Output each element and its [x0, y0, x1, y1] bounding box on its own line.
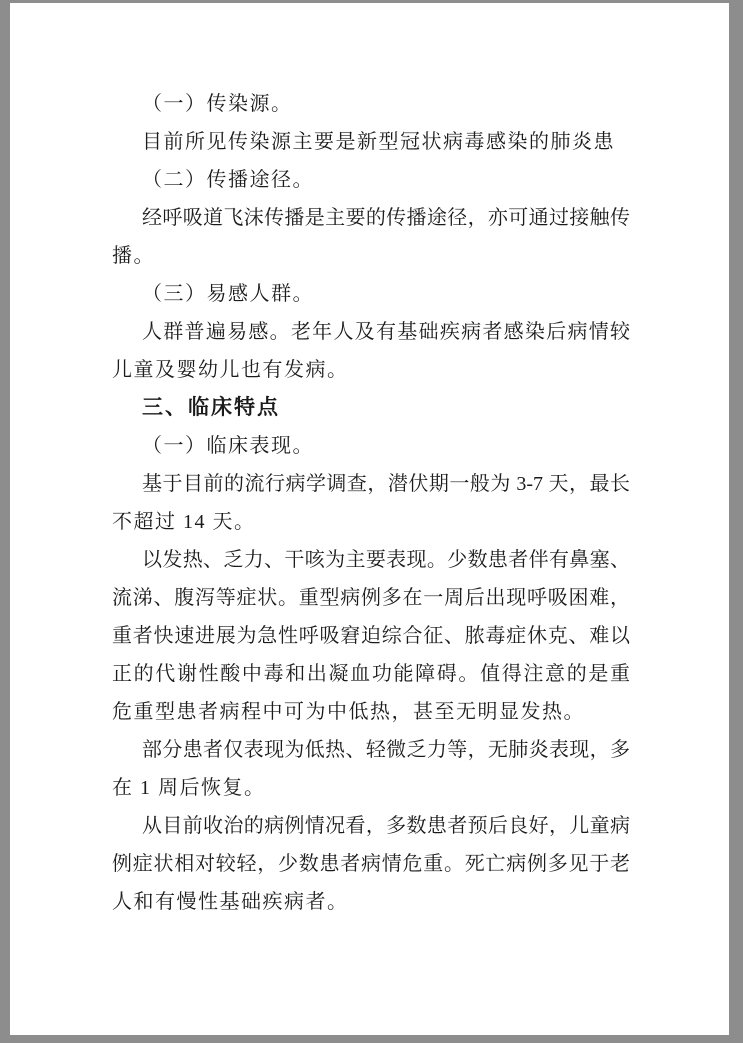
document-page: [10, 3, 729, 1035]
document-content: [112, 85, 630, 921]
text-line: 正的代谢性酸中毒和出凝血功能障碍。值得注意的是重: [112, 663, 630, 685]
section-heading: 三、临床特点: [142, 396, 280, 419]
text-line: 人群普遍易感。老年人及有基础疾病者感染后病情较: [142, 321, 630, 343]
text-line: 儿童及婴幼儿也有发病。: [112, 359, 349, 381]
text-line: 以发热、乏力、干咳为主要表现。少数患者伴有鼻塞、: [142, 549, 630, 571]
text-line: （三）易感人群。: [142, 283, 314, 305]
text-line: 播。: [112, 245, 155, 267]
text-line: 危重型患者病程中可为中低热，甚至无明显发热。: [112, 701, 585, 723]
text-line: 流涕、腹泻等症状。重型病例多在一周后出现呼吸困难，: [112, 587, 630, 609]
text-line: 基于目前的流行病学调查，潜伏期一般为 3-7 天，最长: [142, 473, 630, 495]
text-line: 部分患者仅表现为低热、轻微乏力等，无肺炎表现，多: [142, 739, 630, 761]
text-line: （一）临床表现。: [142, 435, 314, 457]
text-line: 从目前收治的病例情况看，多数患者预后良好，儿童病: [142, 815, 630, 837]
text-line: 重者快速进展为急性呼吸窘迫综合征、脓毒症休克、难以: [112, 625, 630, 647]
text-line: 在 1 周后恢复。: [112, 777, 266, 799]
text-line: 经呼吸道飞沫传播是主要的传播途径，亦可通过接触传: [142, 207, 630, 229]
text-line: （一）传染源。: [142, 93, 293, 115]
text-line: 目前所见传染源主要是新型冠状病毒感染的肺炎患: [142, 131, 615, 153]
text-line: 不超过 14 天。: [112, 511, 256, 533]
text-line: 人和有慢性基础疾病者。: [112, 891, 349, 913]
text-line: 例症状相对较轻，少数患者病情危重。死亡病例多见于老: [112, 853, 630, 875]
text-line: （二）传播途径。: [142, 169, 314, 191]
